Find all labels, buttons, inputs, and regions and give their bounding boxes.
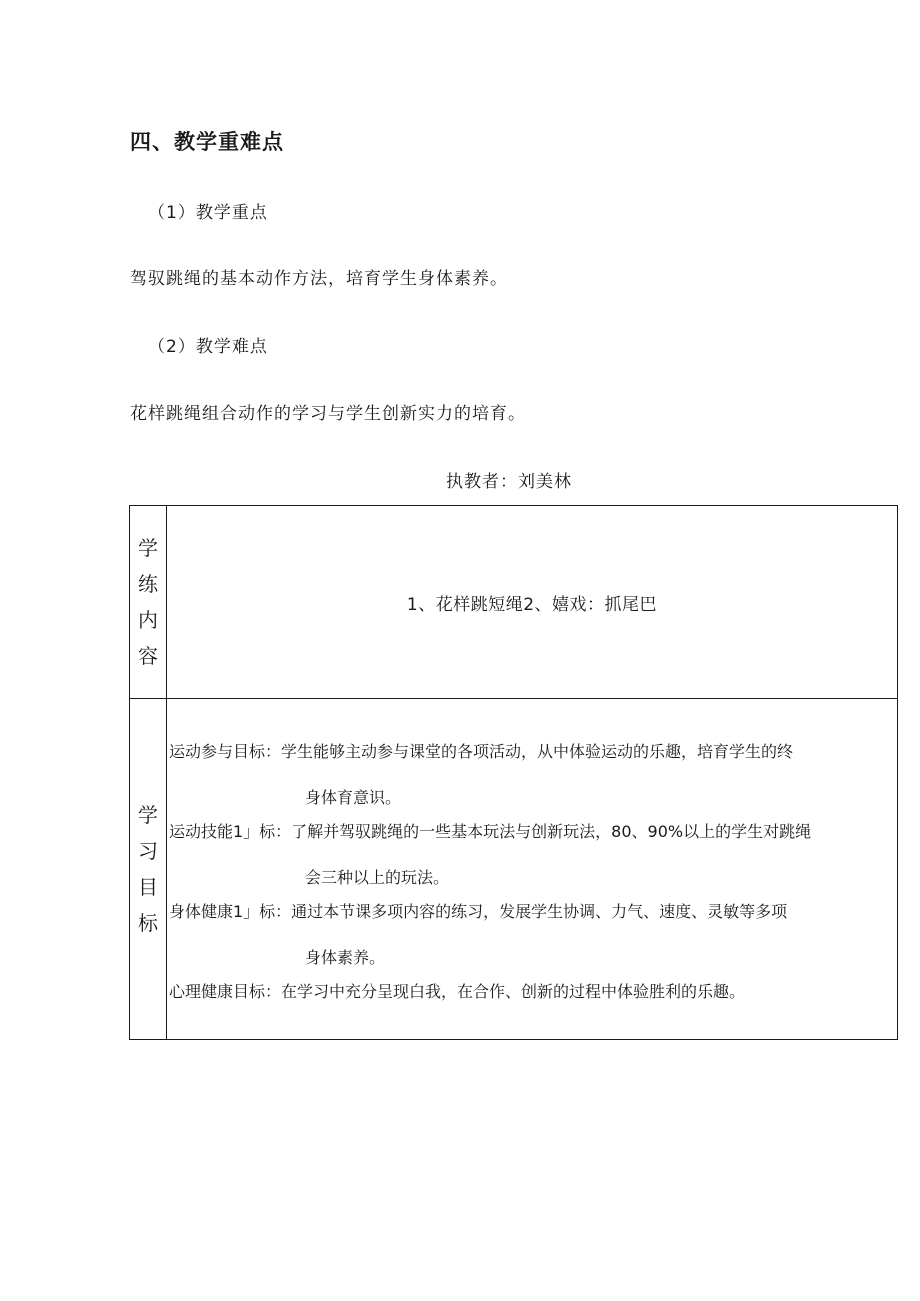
content-label [130, 530, 166, 674]
goal-line-continued: 会三种以上的玩法。 [305, 868, 450, 887]
content-label-char: 学 [138, 536, 158, 560]
difficult-point-heading: （2）教学难点 [148, 337, 268, 357]
difficult-point-text: 花样跳绳组合动作的学习与学生创新实力的培育。 [130, 404, 526, 424]
teacher-line: 执教者：刘美林 [446, 472, 572, 492]
key-point-text: 驾驭跳绳的基本动作方法，培育学生身体素养。 [130, 269, 508, 289]
content-row [130, 506, 898, 699]
goal-line: 身体健康1」标：通过本节课多项内容的练习，发展学生协调、力气、速度、灵敏等多项 [169, 902, 788, 921]
goals-label [130, 797, 166, 941]
goal-line-continued: 身体育意识。 [305, 788, 402, 807]
goal-physical-health [169, 900, 897, 970]
goals-label-char: 习 [138, 839, 158, 863]
content-label-cell [130, 506, 167, 699]
content-label-char: 练 [138, 572, 158, 596]
goals-row [130, 699, 898, 1040]
content-label-char: 内 [138, 608, 158, 632]
goal-line-continued: 身体素养。 [305, 948, 386, 967]
section-title: 四、教学重难点 [130, 130, 284, 154]
lesson-plan-table [129, 505, 898, 1040]
goal-skill [169, 820, 897, 890]
goal-line: 运动参与目标：学生能够主动参与课堂的各项活动，从中体验运动的乐趣，培育学生的终 [169, 742, 794, 761]
goals-list [167, 730, 897, 1008]
content-label-char: 容 [138, 644, 158, 668]
goal-mental-health [169, 980, 897, 1004]
goals-label-cell [130, 699, 167, 1040]
goals-cell [167, 699, 898, 1040]
goals-label-char: 学 [138, 803, 158, 827]
goal-participation [169, 740, 897, 810]
goals-label-char: 标 [138, 911, 158, 935]
content-text: 1、花样跳短绳2、嬉戏：抓尾巴 [167, 506, 898, 699]
key-point-heading: （1）教学重点 [148, 203, 268, 223]
goals-label-char: 目 [138, 875, 158, 899]
goal-line: 运动技能1」标：了解并驾驭跳绳的一些基本玩法与创新玩法，80、90%以上的学生对跳绳 [169, 822, 812, 841]
goal-line: 心理健康目标：在学习中充分呈现白我，在合作、创新的过程中体验胜利的乐趣。 [169, 982, 746, 1001]
